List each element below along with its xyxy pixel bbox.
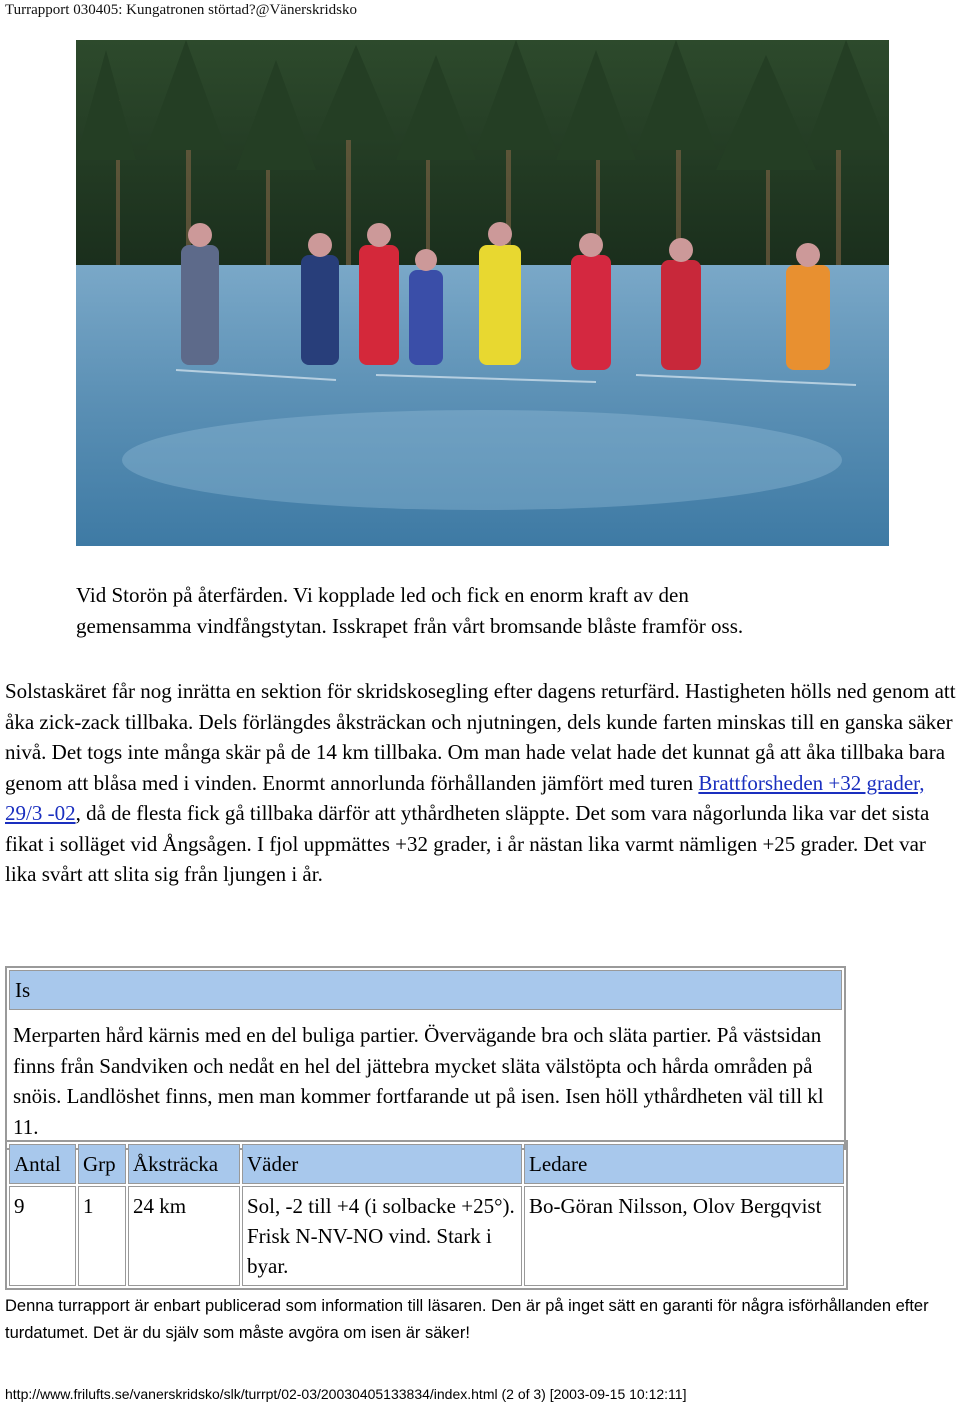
table-header-row	[9, 1144, 844, 1184]
brattforsheden-link[interactable]: Brattforsheden +32 grader, 29/3 -02	[5, 770, 925, 825]
header-vader: Väder	[242, 1144, 522, 1184]
page-footer-url: http://www.frilufts.se/vanerskridsko/slk/turrpt/02-03/20030405133834/index.html (2 of 3) [2003-09-15 10:12:11]	[5, 1386, 687, 1402]
ice-conditions-table	[5, 966, 846, 1150]
caption-line-1: Vid Storön på återfärden. Vi kopplade led och fick en enorm kraft av den	[76, 583, 689, 607]
trip-info-table	[5, 1140, 848, 1290]
report-body	[5, 676, 957, 890]
header-antal: Antal	[9, 1144, 76, 1184]
table-row	[9, 1186, 844, 1286]
photo-caption	[76, 580, 916, 642]
skating-photo	[76, 40, 889, 546]
header-aksträcka: Åksträcka	[128, 1144, 240, 1184]
header-grp: Grp	[78, 1144, 126, 1184]
body-text-after-link: , då de flesta fick gå tillbaka därför att ythårdheten släppte. Det som vara någorlunda lika var det sista fikat i solläget vid Ångsågen. I fjol uppmättes +32 grader, i år nästan lika varmt nämligen +25 grader. Det var lika svårt att slita sig från ljungen i år.	[5, 801, 930, 886]
ice-heading: Is	[9, 970, 842, 1010]
cell-ledare: Bo-Göran Nilsson, Olov Bergqvist	[524, 1186, 844, 1286]
cell-vader: Sol, -2 till +4 (i solbacke +25°). Frisk N-NV-NO vind. Stark i byar.	[242, 1186, 522, 1286]
cell-grp: 1	[78, 1186, 126, 1286]
header-ledare: Ledare	[524, 1144, 844, 1184]
cell-antal: 9	[9, 1186, 76, 1286]
document-header: Turrapport 030405: Kungatronen störtad?@Vänerskridsko	[5, 2, 357, 18]
cell-aksträcka: 24 km	[128, 1186, 240, 1286]
skating-photo-image	[76, 40, 889, 546]
caption-line-2: gemensamma vindfångstytan. Isskrapet från vårt bromsande blåste framför oss.	[76, 614, 744, 638]
ice-description: Merparten hård kärnis med en del buliga partier. Övervägande bra och släta partier. På västsidan finns från Sandviken och nedåt en hel del jättebra mycket släta välstöpta och hårda områden på snöis. Landlöshet finns, men man kommer fortfarande ut på isen. Isen höll ythårdheten väl till kl 11.	[13, 1023, 824, 1139]
body-text-before-link: Solstaskäret får nog inrätta en sektion för skridskosegling efter dagens returfärd. Hastigheten hölls ned genom att åka zick-zack tillbaka. Dels förlängdes åksträckan och njutningen, dels kunde farten minskas till en ganska säker nivå. Det togs inte många skär på de 14 km tillbaka. Om man hade velat hade det kunnat gå att åka tillbaka bara genom att blåsa med i vinden. Enormt annorlunda förhållanden jämfört med turen	[5, 679, 956, 795]
disclaimer: Denna turrapport är enbart publicerad som information till läsaren. Den är på inget sätt en garanti för några isförhållanden efter turdatumet. Det är du själv som måste avgöra om isen är säker!	[5, 1297, 929, 1342]
